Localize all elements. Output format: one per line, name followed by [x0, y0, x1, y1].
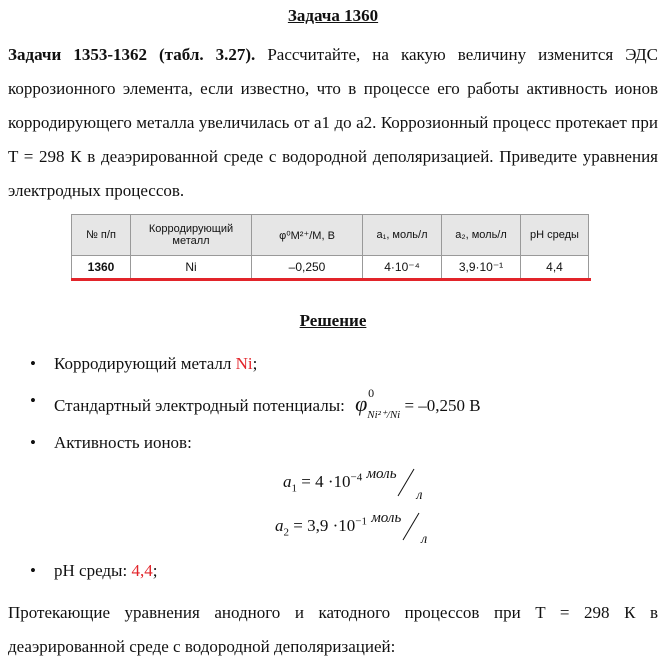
solution-heading: Решение	[299, 311, 367, 330]
a2-symbol: a	[275, 515, 284, 535]
task-title: Задача 1360	[287, 6, 379, 25]
table-header-row	[72, 215, 589, 256]
cell-number: 1360	[72, 256, 131, 279]
a1-exponent: −4	[350, 471, 363, 484]
table-underline	[71, 278, 591, 281]
a1-subscript: 1	[291, 482, 297, 495]
phi-subscript: Ni²⁺/Ni	[367, 409, 401, 421]
bullet-dot: •	[30, 391, 36, 410]
formula-a2	[275, 510, 429, 547]
a1-symbol: a	[283, 471, 292, 491]
header-ph: pH среды	[521, 215, 589, 256]
cell-a1: 4·10⁻⁴	[363, 256, 442, 279]
header-a1: a₁, моль/л	[363, 215, 442, 256]
a2-subscript: 2	[283, 526, 289, 539]
cell-potential: –0,250	[252, 256, 363, 279]
task-text: Рассчитайте, на какую величину изменится ЭДС коррозионного элемента, если известно, что в процессе его работы активность ионов корродирующего металла увеличилась от a1 до a2. Коррозионный процесс протекает при T = 298 К в деаэрированной среде с водородной деполяризацией. Приведите уравнения электродных процессов.	[8, 45, 658, 200]
unit-denominator: л	[416, 488, 423, 503]
phi-symbol: φ	[355, 391, 368, 416]
unit-numerator: моль	[371, 510, 402, 526]
cell-metal: Ni	[131, 256, 252, 279]
header-a2: a₂, моль/л	[442, 215, 521, 256]
task-range-label: Задачи 1353-1362 (табл. 3.27).	[8, 45, 256, 64]
header-number: № п/п	[72, 215, 131, 256]
cell-a2: 3,9·10⁻¹	[442, 256, 521, 279]
potential-formula	[355, 386, 481, 421]
potential-label: Стандартный электродный потенциалы:	[54, 396, 345, 415]
ph-label: pH среды:	[54, 561, 132, 580]
fraction-slash-icon	[401, 512, 421, 542]
a2-value: = 3,9 ·10	[293, 515, 356, 535]
task-statement	[8, 38, 658, 208]
unit-denominator: л	[421, 532, 428, 547]
metal-end: ;	[252, 354, 258, 373]
header-potential: φ⁰M²⁺/M, В	[252, 215, 363, 256]
fraction-slash-icon	[396, 468, 416, 498]
potential-value: = –0,250 В	[404, 396, 481, 415]
bullet-dot: •	[30, 354, 36, 373]
a2-exponent: −1	[355, 515, 367, 528]
metal-value: Ni	[235, 354, 253, 373]
phi-superscript: 0	[368, 386, 375, 400]
unit-fraction	[366, 466, 424, 503]
header-metal: Корродирующий металл	[131, 215, 252, 256]
activity-label: Активность ионов:	[54, 433, 192, 452]
unit-numerator: моль	[366, 466, 397, 482]
outro-paragraph: Протекающие уравнения анодного и катодного процессов при T = 298 К в деаэрированной среде с водородной деполяризацией:	[8, 603, 658, 656]
bullet-dot: •	[30, 561, 36, 580]
unit-fraction	[371, 510, 429, 547]
data-table	[71, 214, 589, 279]
ph-value: 4,4	[131, 561, 153, 580]
formula-a1	[283, 466, 424, 503]
a1-value: = 4 ·10	[301, 471, 351, 491]
bullet-dot: •	[30, 433, 36, 452]
ph-end: ;	[152, 561, 158, 580]
metal-label: Корродирующий металл	[54, 354, 236, 373]
cell-ph: 4,4	[521, 256, 589, 279]
table-row	[72, 256, 589, 279]
